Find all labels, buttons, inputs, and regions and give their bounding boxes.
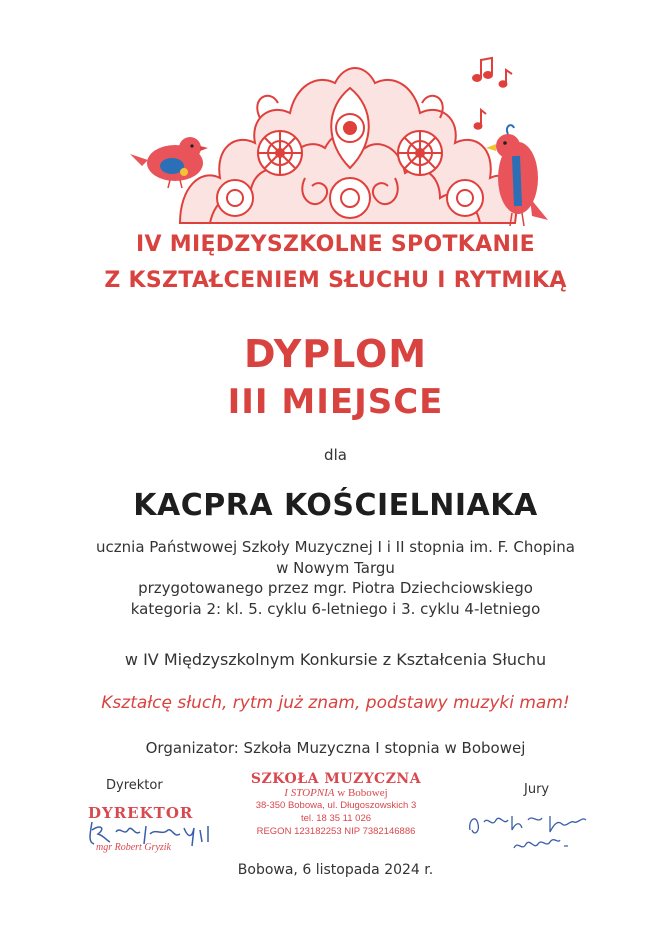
diploma-title: DYPLOM (243, 332, 428, 376)
recipient-name: KACPRA KOŚCIELNIAKA (133, 488, 538, 523)
school-stamp-regon: REGON 123182253 NIP 7382146886 (256, 826, 416, 837)
music-notes-icon (473, 58, 512, 129)
event-title-line-2: Z KSZTAŁCENIEM SŁUCHU I RYTMIKĄ (104, 268, 567, 293)
director-stamp-name: mgr Robert Gryzik (96, 842, 171, 853)
event-title-line-1: IV MIĘDZYSZKOLNE SPOTKANIE (136, 232, 535, 257)
jury-label: Jury (524, 782, 550, 797)
director-label: Dyrektor (106, 778, 163, 793)
school-stamp-line-1: SZKOŁA MUZYCZNA (250, 771, 422, 787)
for-label: dla (324, 446, 347, 464)
issue-date: Bobowa, 6 listopada 2024 r. (237, 862, 434, 878)
contest-name: w IV Międzyszkolnym Konkursie z Kształcenia Słuchu (124, 650, 547, 669)
details-line: ucznia Państwowej Szkoły Muzycznej I i II stopnia im. F. Chopina (96, 538, 575, 556)
school-stamp-line-2: I STOPNIA w Bobowej (284, 787, 388, 799)
slogan: Kształcę słuch, rytm już znam, podstawy muzyki mam! (101, 693, 570, 713)
director-stamp-title: DYREKTOR (88, 804, 194, 822)
school-stamp-phone: tel. 18 35 11 026 (300, 813, 372, 824)
details-block (0, 537, 671, 619)
lace-ornament-illustration (120, 48, 560, 230)
details-line: w Nowym Targu (276, 558, 395, 577)
organizer: Organizator: Szkoła Muzyczna I stopnia w Bobowej (145, 739, 526, 757)
diploma-place: III MIEJSCE (227, 382, 444, 422)
details-line: kategoria 2: kl. 5. cyklu 6-letniego i 3. cyklu 4-letniego (130, 599, 541, 618)
school-stamp (236, 771, 436, 838)
school-stamp-address: 38-350 Bobowa, ul. Długoszowskich 3 (255, 800, 417, 811)
details-line: przygotowanego przez mgr. Piotra Dziechciowskiego (138, 579, 533, 597)
jury-signature-icon (460, 800, 610, 860)
director-stamp (84, 804, 224, 864)
